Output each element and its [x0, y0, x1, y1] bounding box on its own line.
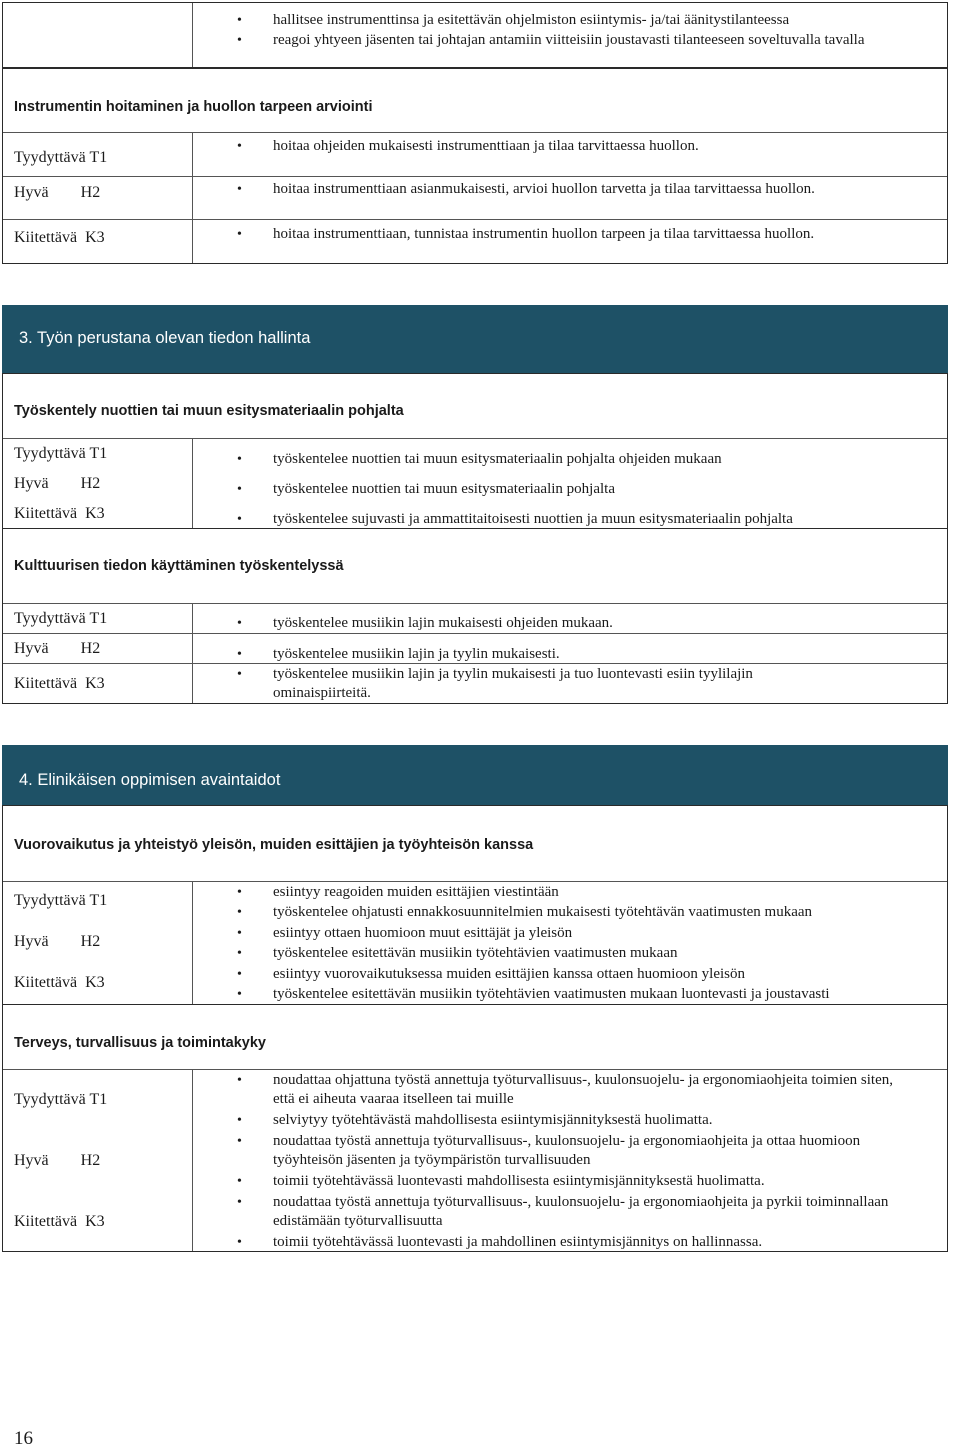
bullet-icon: •	[237, 926, 242, 941]
criteria-bullet: • hallitsee instrumenttinsa ja esitettävän ohjelmiston esiintymis- ja/tai äänitystilanteessa	[237, 12, 790, 28]
criteria-bullet: • esiintyy ottaen huomioon muut esittäjät ja yleisön	[237, 925, 573, 941]
criteria-bullet: • hoitaa instrumenttiaan, tunnistaa instrumentin huollon tarpeen ja tilaa tarvittaessa huollon.	[237, 226, 815, 242]
bullet-icon: •	[237, 1113, 242, 1128]
grade-label-k3: Kiitettävä K3	[14, 974, 105, 991]
column-divider	[192, 603, 193, 703]
row-divider	[3, 132, 947, 133]
criteria-bullet: • työskentelee nuottien tai muun esitysmateriaalin pohjalta ohjeiden mukaan	[237, 451, 722, 467]
section-header-title: 3. Työn perustana olevan tiedon hallinta	[19, 329, 311, 347]
section-subtitle: Terveys, turvallisuus ja toimintakyky	[14, 1035, 266, 1051]
column-divider	[192, 881, 193, 1004]
section-subtitle: Instrumentin hoitaminen ja huollon tarpeen arviointi	[14, 99, 373, 115]
notes-work-section	[2, 373, 948, 529]
grade-label-k3: Kiitettävä K3	[14, 229, 105, 246]
grade-label-h2: Hyvä H2	[14, 1152, 101, 1169]
column-divider	[192, 3, 193, 67]
section-subtitle: Vuorovaikutus ja yhteistyö yleisön, muiden esittäjien ja työyhteisön kanssa	[14, 837, 534, 853]
section-subtitle: Kulttuurisen tiedon käyttäminen työskentelyssä	[14, 558, 344, 574]
top-criteria-table	[2, 2, 948, 68]
bullet-icon: •	[237, 1235, 242, 1250]
criteria-bullet: • reagoi yhtyeen jäsenten tai johtajan antamiin viitteisiin joustavasti tilanteeseen soveltuvalla tavalla	[237, 32, 865, 48]
section-header-title: 4. Elinikäisen oppimisen avaintaidot	[19, 771, 281, 789]
grade-label-h2: Hyvä H2	[14, 184, 101, 201]
section-subtitle: Työskentely nuottien tai muun esitysmateriaalin pohjalta	[14, 403, 404, 419]
bullet-icon: •	[237, 227, 242, 242]
bullet-icon: •	[237, 1195, 242, 1210]
row-divider	[3, 219, 947, 220]
grade-label-t1: Tyydyttävä T1	[14, 610, 108, 627]
row-divider	[3, 603, 947, 604]
grade-label-t1: Tyydyttävä T1	[14, 445, 108, 462]
grade-label-k3: Kiitettävä K3	[14, 1213, 105, 1230]
cultural-knowledge-section	[2, 528, 948, 704]
grade-label-t1: Tyydyttävä T1	[14, 149, 108, 166]
bullet-icon: •	[237, 13, 242, 28]
bullet-icon: •	[237, 139, 242, 154]
row-divider	[3, 1069, 947, 1070]
criteria-bullet: • työskentelee musiikin lajin ja tyylin mukaisesti ja tuo luontevasti esiin tyylilajin ominaispiirteitä.	[237, 666, 753, 701]
bullet-icon: •	[237, 667, 242, 682]
bullet-icon: •	[237, 482, 242, 497]
criteria-bullet: • työskentelee esitettävän musiikin työtehtävien vaatimusten mukaan luontevasti ja joustavasti	[237, 986, 830, 1002]
criteria-bullet: • esiintyy vuorovaikutuksessa muiden esittäjien kanssa ottaen huomioon yleisön	[237, 966, 746, 982]
criteria-bullet: • työskentelee musiikin lajin ja tyylin mukaisesti.	[237, 646, 560, 662]
bullet-icon: •	[237, 33, 242, 48]
column-divider	[192, 438, 193, 528]
bullet-icon: •	[237, 885, 242, 900]
criteria-bullet: • selviytyy työtehtävästä mahdollisesta esiintymisjännityksestä huolimatta.	[237, 1112, 713, 1128]
criteria-bullet: • työskentelee ohjatusti ennakkosuunnitelmien mukaisesti työtehtävän vaatimusten mukaan	[237, 904, 813, 920]
bullet-icon: •	[237, 987, 242, 1002]
bullet-icon: •	[237, 946, 242, 961]
criteria-bullet: • toimii työtehtävässä luontevasti mahdollisesta esiintymisjännityksestä huolimatta.	[237, 1173, 765, 1189]
instrument-care-section	[2, 68, 948, 264]
grade-label-k3: Kiitettävä K3	[14, 675, 105, 692]
section-header-band-4	[2, 745, 948, 805]
criteria-bullet: • esiintyy reagoiden muiden esittäjien viestintään	[237, 884, 559, 900]
section-header-band-3	[2, 305, 948, 373]
criteria-bullet: • työskentelee musiikin lajin mukaisesti ohjeiden mukaan.	[237, 615, 613, 631]
criteria-bullet: • toimii työtehtävässä luontevasti ja mahdollinen esiintymisjännitys on hallinnassa.	[237, 1234, 763, 1250]
interaction-section	[2, 805, 948, 1005]
grade-label-t1: Tyydyttävä T1	[14, 892, 108, 909]
bullet-icon: •	[237, 1174, 242, 1189]
row-divider	[3, 633, 947, 634]
grade-label-h2: Hyvä H2	[14, 640, 101, 657]
criteria-bullet: • noudattaa työstä annettuja työturvallisuus-, kuulonsuojelu- ja ergonomiaohjeita ja pyrkii toiminnallaan edistämään työturvallisuutta	[237, 1194, 889, 1229]
criteria-bullet: • työskentelee sujuvasti ja ammattitaitoisesti nuottien ja muun esitysmateriaalin pohjalta	[237, 511, 793, 527]
row-divider	[3, 881, 947, 882]
column-divider	[192, 132, 193, 263]
bullet-icon: •	[237, 512, 242, 527]
bullet-icon: •	[237, 452, 242, 467]
page-number: 16	[14, 1428, 33, 1449]
bullet-icon: •	[237, 905, 242, 920]
criteria-bullet: • työskentelee nuottien tai muun esitysmateriaalin pohjalta	[237, 481, 615, 497]
grade-label-h2: Hyvä H2	[14, 933, 101, 950]
health-safety-section	[2, 1004, 948, 1252]
grade-label-t1: Tyydyttävä T1	[14, 1091, 108, 1108]
bullet-icon: •	[237, 967, 242, 982]
bullet-icon: •	[237, 1073, 242, 1088]
bullet-icon: •	[237, 647, 242, 662]
grade-label-h2: Hyvä H2	[14, 475, 101, 492]
bullet-icon: •	[237, 616, 242, 631]
criteria-bullet: • noudattaa työstä annettuja työturvallisuus-, kuulonsuojelu- ja ergonomiaohjeita ja ottaa huomioon työyhteisön jäsenten ja työympäristön turvallisuuden	[237, 1133, 861, 1168]
row-divider	[3, 176, 947, 177]
bullet-icon: •	[237, 182, 242, 197]
criteria-bullet: • hoitaa ohjeiden mukaisesti instrumenttiaan ja tilaa tarvittaessa huollon.	[237, 138, 699, 154]
grade-label-k3: Kiitettävä K3	[14, 505, 105, 522]
bullet-icon: •	[237, 1134, 242, 1149]
row-divider	[3, 438, 947, 439]
criteria-bullet: • noudattaa ohjattuna työstä annettuja työturvallisuus-, kuulonsuojelu- ja ergonomiaohjeita toimien siten, että ei aiheuta vaaraa itselleen tai muille	[237, 1072, 894, 1107]
column-divider	[192, 1069, 193, 1251]
criteria-bullet: • työskentelee esitettävän musiikin työtehtävien vaatimusten mukaan	[237, 945, 678, 961]
criteria-bullet: • hoitaa instrumenttiaan asianmukaisesti, arvioi huollon tarvetta ja tilaa tarvittaessa huollon.	[237, 181, 815, 197]
